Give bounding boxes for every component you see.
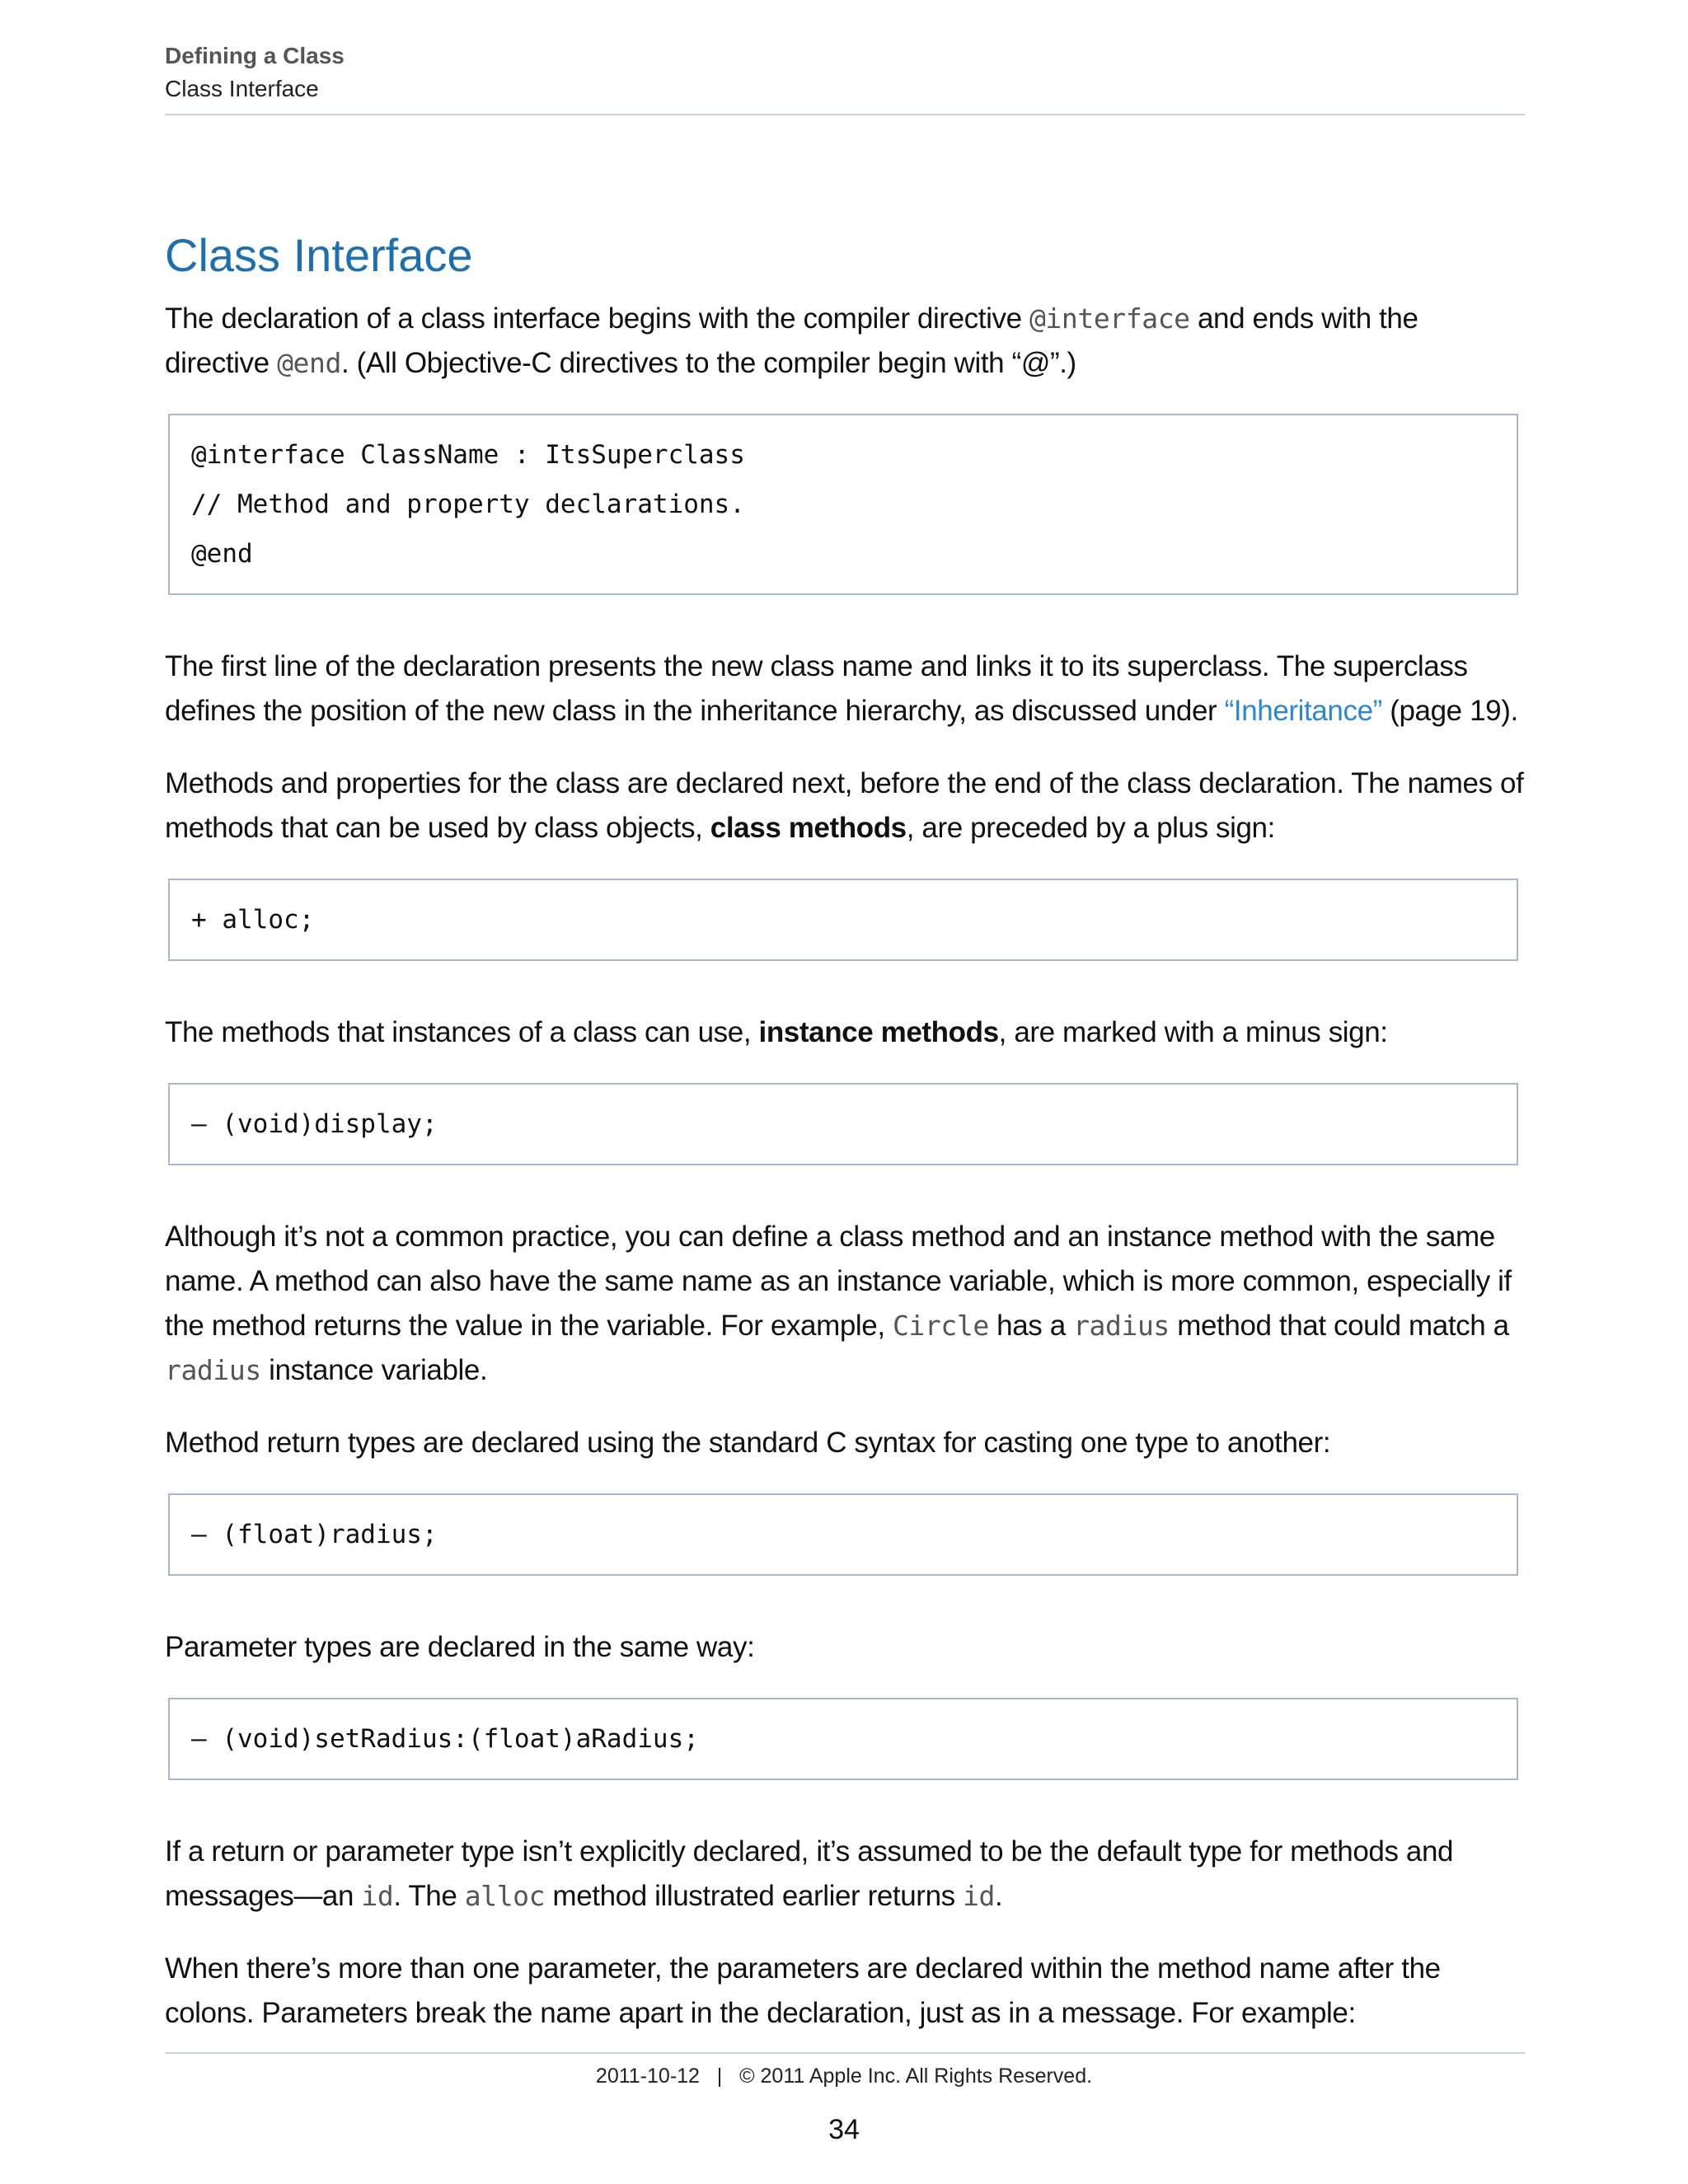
footer-separator: | <box>716 2064 723 2088</box>
section-title: Class Interface <box>165 76 319 101</box>
term-class-methods: class methods <box>710 812 907 844</box>
running-header <box>165 40 1525 105</box>
page-number: 34 <box>828 2114 860 2145</box>
chapter-title: Defining a Class <box>165 43 345 68</box>
inline-code-circle: Circle <box>893 1310 989 1342</box>
paragraph-return-types: Method return types are declared using the standard C syntax for casting one type to another: <box>165 1427 1331 1459</box>
inline-code-radius: radius <box>1073 1310 1170 1342</box>
code-line: – (void)setRadius:(float)aRadius; <box>191 1724 699 1754</box>
code-line: // Method and property declarations. <box>191 490 745 519</box>
code-line: – (float)radius; <box>191 1520 438 1549</box>
paragraph-multiple-parameters: When there’s more than one parameter, the parameters are declared within the method name after the colons. Parameters break the name apart in the declaration, just as in a message. For example: <box>165 1952 1441 2029</box>
page-title: Class Interface <box>165 229 473 281</box>
footer-date: 2011-10-12 <box>595 2064 700 2088</box>
code-block-alloc <box>168 879 1518 961</box>
paragraph-class-methods: Methods and properties for the class are declared next, before the end of the class declaration. The names of methods that can be used by class objects, class methods, are preceded by a plus sign: <box>165 767 1524 844</box>
footer <box>0 2064 1688 2088</box>
code-line: @end <box>191 539 253 569</box>
inheritance-link[interactable]: “Inheritance” <box>1224 695 1382 727</box>
inline-code-radius: radius <box>165 1354 261 1386</box>
code-block-interface <box>168 414 1518 595</box>
code-line: + alloc; <box>191 905 315 935</box>
paragraph-default-type: If a return or parameter type isn’t explicitly declared, it’s assumed to be the default type for methods and messages—an id. The alloc method illustrated earlier returns id. <box>165 1835 1454 1912</box>
code-block-display <box>168 1083 1518 1165</box>
paragraph-first-line: The first line of the declaration presents the new class name and links it to its superclass. The superclass defines the position of the new class in the inheritance hierarchy, as discussed under “Inheritance” (page 19). <box>165 650 1518 727</box>
inline-code-id: id <box>963 1880 995 1912</box>
footer-divider <box>165 2052 1525 2054</box>
page-body <box>165 223 1525 2064</box>
inline-code-interface: @interface <box>1029 302 1190 335</box>
paragraph-parameter-types: Parameter types are declared in the same way: <box>165 1631 755 1663</box>
paragraph-interface-intro: The declaration of a class interface begins with the compiler directive @interface and ends with the directive @end. (All Objective-C directives to the compiler begin with “@”.) <box>165 302 1418 379</box>
header-divider <box>165 114 1525 115</box>
inline-code-end: @end <box>277 347 341 379</box>
code-line: @interface ClassName : ItsSuperclass <box>191 440 745 470</box>
code-block-set-radius <box>168 1698 1518 1780</box>
inline-code-id: id <box>361 1880 394 1912</box>
footer-copyright: © 2011 Apple Inc. All Rights Reserved. <box>739 2064 1093 2088</box>
term-instance-methods: instance methods <box>758 1016 999 1048</box>
paragraph-instance-methods: The methods that instances of a class can use, instance methods, are marked with a minus sign: <box>165 1016 1388 1048</box>
code-line: – (void)display; <box>191 1109 438 1139</box>
code-block-radius <box>168 1493 1518 1576</box>
inline-code-alloc: alloc <box>464 1880 546 1912</box>
paragraph-same-name: Although it’s not a common practice, you can define a class method and an instance method with the same name. A method can also have the same name as an instance variable, which is more common, especially if the method returns the value in the variable. For example, Circle has a radius method that could match a radius instance variable. <box>165 1221 1512 1386</box>
